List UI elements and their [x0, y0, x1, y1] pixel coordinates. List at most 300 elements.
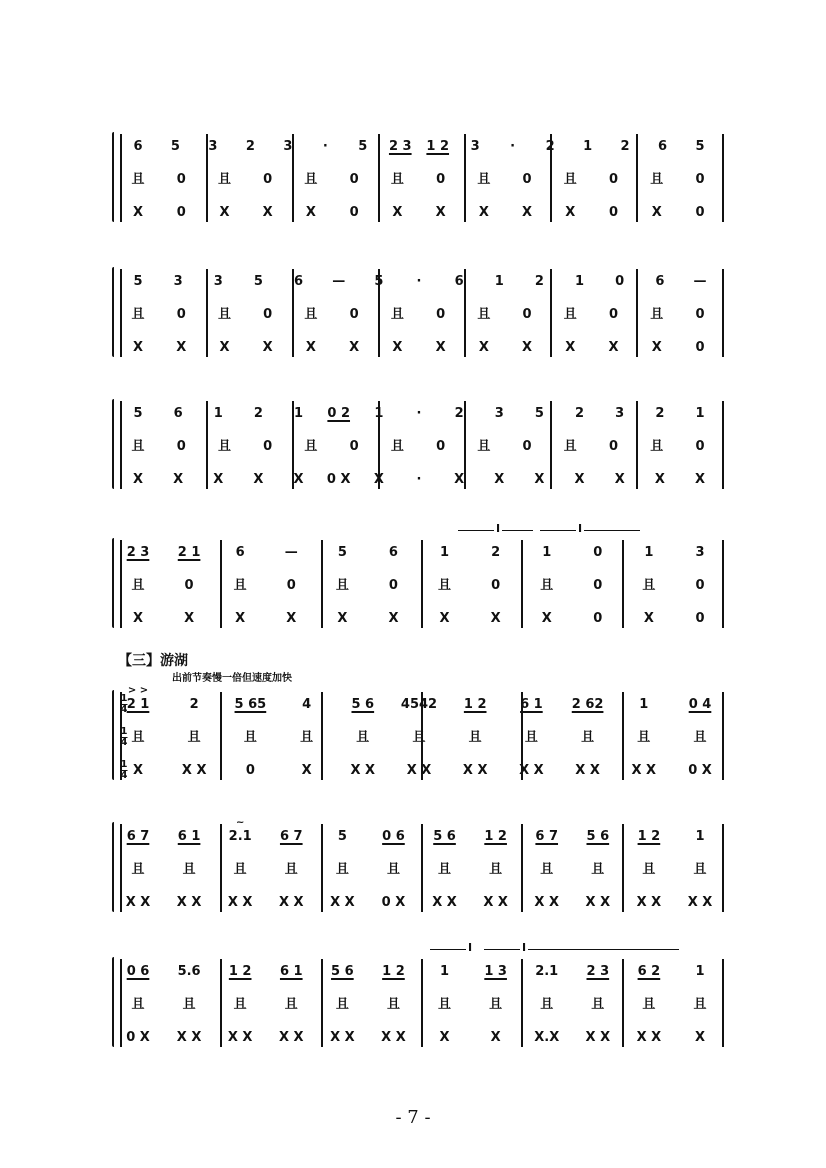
drum-stroke: 0 [263, 439, 273, 454]
beat-mark: X [132, 340, 144, 355]
drum-stroke: 0 [609, 307, 619, 322]
beat-mark: X [337, 611, 348, 626]
melody-note: 2 [253, 406, 263, 421]
volta-bracket [430, 941, 474, 958]
melody-note: · [510, 139, 516, 154]
melody-note: 5 [534, 406, 544, 421]
system-brace [112, 538, 114, 628]
drum-stroke: 0 [388, 578, 398, 593]
beat-mark: X [262, 340, 273, 355]
beat-mark: X X [483, 895, 508, 910]
beat-mark: 0 [349, 205, 359, 220]
time-signature-top: 1 [120, 759, 128, 770]
volta-bracket [484, 941, 679, 958]
melody-note: 6 [294, 274, 304, 289]
drum-stroke: 且 [390, 172, 404, 187]
bar-line [722, 959, 724, 1047]
beat-mark: X [388, 611, 399, 626]
time-signature-bottom: 4 [120, 770, 128, 781]
beat-mark: X X [636, 1030, 662, 1045]
melody-note: 0 4 [688, 697, 712, 712]
bar-line [722, 824, 724, 912]
beat-mark: X [392, 205, 403, 220]
bar-line [464, 269, 466, 357]
melody-note: 0 2 [327, 406, 351, 421]
beat-mark: X [132, 763, 144, 778]
beat-mark: X X [278, 1030, 304, 1045]
melody-note: 2 [655, 406, 665, 421]
beat-mark: · [416, 472, 422, 487]
melody-note: 2.1 [535, 964, 559, 979]
beat-mark: X [435, 340, 446, 355]
beat-mark: X [392, 340, 403, 355]
drum-stroke: 且 [131, 439, 145, 454]
melody-note: 1 2 [637, 829, 661, 844]
system-brace [112, 267, 114, 357]
drum-stroke: 0 [522, 307, 532, 322]
drum-stroke: 且 [438, 862, 452, 877]
melody-note: 2 3 [586, 964, 610, 979]
melody-note: 3 [283, 139, 293, 154]
drum-stroke: 且 [390, 439, 404, 454]
beat-mark: X [219, 340, 230, 355]
drum-stroke: 且 [642, 862, 656, 877]
melody-note: — [332, 274, 346, 289]
melody-note: 3 [173, 274, 183, 289]
beat-mark: X [490, 611, 501, 626]
beat-mark: X [293, 472, 304, 487]
bar-line [120, 134, 122, 222]
drum-stroke: 且 [131, 578, 145, 593]
beat-mark: X [494, 472, 505, 487]
drum-stroke: 0 [436, 439, 446, 454]
system-brace [112, 690, 114, 780]
melody-note: 1 [644, 545, 654, 560]
beat-mark: X X [330, 1030, 355, 1045]
beat-mark: 0 [695, 205, 705, 220]
melody-note: 1 [542, 545, 552, 560]
drum-stroke: 且 [581, 730, 595, 745]
drum-stroke: 0 [609, 172, 619, 187]
melody-note: 5 [170, 139, 180, 154]
bar-line [722, 540, 724, 628]
drum-stroke: 且 [693, 730, 707, 745]
melody-note: 1 [440, 964, 450, 979]
volta-label: I [496, 522, 501, 535]
drum-stroke: 且 [591, 862, 605, 877]
melody-note: 1 [213, 406, 223, 421]
beat-mark: X [184, 611, 195, 626]
melody-note: 6 7 [279, 829, 303, 844]
drum-stroke: 且 [489, 997, 503, 1012]
drum-stroke: 0 [436, 307, 446, 322]
drum-stroke: 且 [300, 730, 314, 745]
melody-note: 4542 [400, 697, 438, 712]
melody-note: 6 [235, 545, 245, 560]
beat-mark: X [694, 1030, 706, 1045]
melody-note: 2 1 [126, 697, 150, 712]
melody-note: 0 [615, 274, 625, 289]
beat-mark: X X [687, 895, 713, 910]
drum-stroke: 且 [650, 439, 664, 454]
time-signature-bottom: 4 [120, 704, 128, 715]
drum-stroke: 且 [438, 997, 452, 1012]
drum-stroke: 且 [637, 730, 651, 745]
drum-stroke: 且 [468, 730, 482, 745]
bar-line [321, 540, 323, 628]
beat-mark: X X [381, 1030, 406, 1045]
drum-stroke: 且 [304, 172, 318, 187]
drum-stroke: 且 [233, 997, 247, 1012]
beat-mark: X [349, 340, 360, 355]
drum-stroke: 且 [131, 862, 145, 877]
melody-note: 3 [208, 139, 218, 154]
melody-note: 3 [470, 139, 480, 154]
bar-line [220, 692, 222, 780]
drum-stroke: 且 [131, 997, 145, 1012]
time-signature-top: 1 [120, 726, 128, 737]
drum-stroke: 且 [650, 307, 664, 322]
beat-mark: X [565, 340, 576, 355]
beat-mark: X [534, 472, 545, 487]
bar-line [321, 959, 323, 1047]
bar-line [622, 540, 624, 628]
bar-line [120, 540, 122, 628]
melody-note: 5 6 [351, 697, 375, 712]
time-signature [121, 694, 128, 715]
beat-mark: X [574, 472, 585, 487]
bar-line [421, 824, 423, 912]
melody-note: 1 [440, 545, 450, 560]
bar-line [636, 401, 638, 489]
drum-stroke: 且 [540, 578, 554, 593]
beat-mark: X [305, 205, 316, 220]
beat-mark: X [235, 611, 246, 626]
bar-line [521, 540, 523, 628]
drum-stroke: 且 [524, 730, 538, 745]
bar-line [722, 134, 724, 222]
system-brace [112, 132, 114, 222]
beat-mark: X [694, 472, 706, 487]
melody-note: 5 [374, 274, 384, 289]
melody-note: 0 6 [382, 829, 405, 844]
beat-mark: X X [350, 763, 376, 778]
drum-stroke: 0 [184, 578, 194, 593]
beat-mark: X X [330, 895, 355, 910]
drum-stroke: 且 [284, 862, 298, 877]
beat-mark: X [643, 611, 654, 626]
beat-mark: X X [227, 895, 253, 910]
drum-stroke: 且 [563, 439, 577, 454]
bar-line [120, 959, 122, 1047]
beat-mark: 0 [245, 763, 255, 778]
beat-mark: X [132, 205, 144, 220]
beat-mark: X [651, 205, 662, 220]
drum-stroke: 且 [217, 307, 231, 322]
drum-stroke: 0 [695, 307, 705, 322]
melody-note: 2 [454, 406, 464, 421]
beat-mark: X [219, 205, 230, 220]
system-brace [112, 957, 114, 1047]
melody-note: 5 [358, 139, 368, 154]
beat-mark: X X [519, 763, 544, 778]
melody-note: 5 65 [234, 697, 267, 712]
drum-stroke: 且 [477, 439, 491, 454]
beat-mark: X X [278, 895, 304, 910]
drum-stroke: 且 [335, 862, 349, 877]
drum-stroke: 0 [263, 307, 273, 322]
melody-note: 1 [374, 406, 384, 421]
drum-stroke: 且 [642, 578, 656, 593]
melody-note: 1 [639, 697, 649, 712]
time-signature [121, 760, 128, 781]
bar-line [220, 959, 222, 1047]
drum-stroke: 且 [233, 578, 247, 593]
drum-stroke: 且 [131, 730, 145, 745]
melody-note: 1 3 [484, 964, 507, 979]
drum-stroke: 且 [131, 172, 145, 187]
drum-stroke: 且 [131, 307, 145, 322]
melody-note: 2 [545, 139, 555, 154]
volta-bracket [540, 522, 640, 539]
drum-stroke: 0 [263, 172, 273, 187]
melody-note: 6 1 [177, 829, 201, 844]
melody-note: 6 1 [279, 964, 303, 979]
melody-note: 5.6 [177, 964, 201, 979]
beat-mark: X [435, 205, 446, 220]
drum-stroke: 0 [286, 578, 296, 593]
drum-stroke: 且 [642, 997, 656, 1012]
bar-line [722, 269, 724, 357]
drum-stroke: 0 [349, 172, 359, 187]
drum-stroke: 且 [489, 862, 503, 877]
beat-mark: X X [227, 1030, 253, 1045]
melody-note: 5 6 [433, 829, 456, 844]
beat-mark: X X [585, 895, 611, 910]
beat-mark: X [522, 205, 533, 220]
melody-note: 3 [615, 406, 625, 421]
beat-mark: X.X [534, 1030, 560, 1045]
melody-note: 2 62 [571, 697, 604, 712]
beat-mark: X [478, 340, 489, 355]
drum-stroke: 且 [438, 578, 452, 593]
volta-bracket [458, 522, 533, 539]
beat-mark: X [173, 472, 184, 487]
bar-line [636, 134, 638, 222]
melody-note: 2 1 [177, 545, 201, 560]
drum-stroke: 且 [335, 578, 349, 593]
drum-stroke: 且 [284, 997, 298, 1012]
bar-line [120, 401, 122, 489]
ornament-mark: ~ [235, 817, 245, 828]
beat-mark: 0 X [688, 763, 712, 778]
bar-line [464, 134, 466, 222]
beat-mark: 0 [695, 340, 705, 355]
drum-stroke: 且 [182, 997, 196, 1012]
melody-note: 1 [695, 964, 705, 979]
bar-line [622, 959, 624, 1047]
melody-note: 1 [294, 406, 304, 421]
melody-note: 1 [695, 829, 705, 844]
beat-mark: X [176, 340, 187, 355]
beat-mark: X [253, 472, 264, 487]
volta-label: I [522, 941, 527, 954]
drum-stroke: 且 [477, 307, 491, 322]
beat-mark: X X [585, 1030, 611, 1045]
beat-mark: X [454, 472, 465, 487]
drum-stroke: 且 [390, 307, 404, 322]
melody-note: 6 1 [520, 697, 543, 712]
time-signature-bottom: 4 [120, 737, 128, 748]
drum-stroke: 0 [695, 439, 705, 454]
beat-mark: X X [176, 895, 202, 910]
bar-line [321, 824, 323, 912]
beat-mark: 0 [609, 205, 619, 220]
drum-stroke: 0 [436, 172, 446, 187]
drum-stroke: 0 [522, 172, 532, 187]
melody-note: 5 6 [331, 964, 354, 979]
melody-note: 5 [337, 545, 347, 560]
beat-mark: X X [462, 763, 488, 778]
bar-line [421, 959, 423, 1047]
beat-mark: X X [636, 895, 662, 910]
drum-stroke: 0 [176, 439, 186, 454]
melody-note: 1 [695, 406, 705, 421]
drum-stroke: 且 [477, 172, 491, 187]
melody-note: 2 [575, 406, 585, 421]
beat-mark: 0 X [381, 895, 406, 910]
melody-note: 1 2 [484, 829, 507, 844]
beat-mark: X [132, 611, 144, 626]
melody-note: 6 [388, 545, 398, 560]
melody-note: 5 [695, 139, 705, 154]
drum-stroke: 且 [386, 862, 400, 877]
drum-stroke: 且 [563, 172, 577, 187]
melody-note: · [322, 139, 328, 154]
drum-stroke: 0 [176, 172, 186, 187]
melody-note: 1 2 [463, 697, 487, 712]
drum-stroke: 且 [233, 862, 247, 877]
drum-stroke: 0 [695, 172, 705, 187]
melody-note: 1 [494, 274, 504, 289]
drum-stroke: 且 [693, 997, 707, 1012]
bar-line [220, 540, 222, 628]
beat-mark: 0 X [126, 1030, 150, 1045]
drum-stroke: 且 [217, 172, 231, 187]
bar-line [321, 692, 323, 780]
section-title: 【三】游湖 [118, 653, 188, 669]
drum-stroke: 且 [540, 862, 554, 877]
melody-note: 4 [302, 697, 312, 712]
drum-stroke: 且 [356, 730, 370, 745]
melody-note: 0 6 [126, 964, 150, 979]
drum-stroke: 且 [304, 307, 318, 322]
melody-note: 6 7 [535, 829, 559, 844]
drum-stroke: 0 [491, 578, 501, 593]
beat-mark: X [478, 205, 489, 220]
volta-label: I [468, 941, 473, 954]
beat-mark: X [305, 340, 316, 355]
beat-mark: X [541, 611, 552, 626]
melody-note: 2 [245, 139, 255, 154]
melody-note: 6 [133, 139, 143, 154]
beat-mark: X [614, 472, 625, 487]
melody-note: 1 2 [382, 964, 405, 979]
drum-stroke: 0 [349, 307, 359, 322]
bar-line [636, 269, 638, 357]
beat-mark: X [132, 472, 144, 487]
bar-line [120, 269, 122, 357]
beat-mark: X X [575, 763, 600, 778]
melody-note: 5 [337, 829, 347, 844]
melody-note: 6 [173, 406, 183, 421]
drum-stroke: 0 [609, 439, 619, 454]
melody-note: 2 [189, 697, 199, 712]
system-brace [112, 399, 114, 489]
drum-stroke: 且 [563, 307, 577, 322]
melody-note: 1 2 [228, 964, 252, 979]
bar-line [550, 401, 552, 489]
melody-note: 2 [534, 274, 544, 289]
system-brace [112, 822, 114, 912]
bar-line [521, 959, 523, 1047]
drum-stroke: 且 [540, 997, 554, 1012]
bar-line [722, 401, 724, 489]
drum-stroke: 且 [591, 997, 605, 1012]
beat-mark: 0 X [326, 472, 351, 487]
drum-stroke: 0 [593, 578, 603, 593]
beat-mark: 0 [593, 611, 603, 626]
beat-mark: X X [181, 763, 207, 778]
beat-mark: X X [406, 763, 432, 778]
beat-mark: X [608, 340, 619, 355]
melody-note: 0 [593, 545, 603, 560]
melody-note: 6 [454, 274, 464, 289]
drum-stroke: 且 [693, 862, 707, 877]
beat-mark: X X [631, 763, 657, 778]
beat-mark: X X [125, 895, 151, 910]
melody-note: 2.1 [228, 829, 252, 844]
beat-mark: X X [432, 895, 457, 910]
beat-mark: X [373, 472, 384, 487]
beat-mark: X [439, 611, 450, 626]
beat-mark: X [301, 763, 312, 778]
drum-stroke: 且 [243, 730, 257, 745]
bar-line [378, 134, 380, 222]
bar-line [206, 269, 208, 357]
melody-note: 2 3 [388, 139, 412, 154]
melody-note: · [416, 274, 422, 289]
page-number: - 7 - [395, 1107, 431, 1128]
drum-stroke: 0 [522, 439, 532, 454]
beat-mark: X [286, 611, 297, 626]
melody-note: 2 [491, 545, 501, 560]
beat-mark: X [213, 472, 224, 487]
melody-note: 5 [133, 406, 143, 421]
drum-stroke: 且 [217, 439, 231, 454]
melody-note: · [416, 406, 422, 421]
melody-note: 2 3 [126, 545, 150, 560]
melody-note: 6 2 [637, 964, 661, 979]
beat-mark: 0 [695, 611, 705, 626]
bar-line [120, 824, 122, 912]
melody-note: 6 [658, 139, 668, 154]
drum-stroke: 且 [335, 997, 349, 1012]
melody-note: 6 7 [126, 829, 150, 844]
beat-mark: X [651, 340, 662, 355]
melody-note: 3 [213, 274, 223, 289]
volta-label: I [578, 522, 583, 535]
